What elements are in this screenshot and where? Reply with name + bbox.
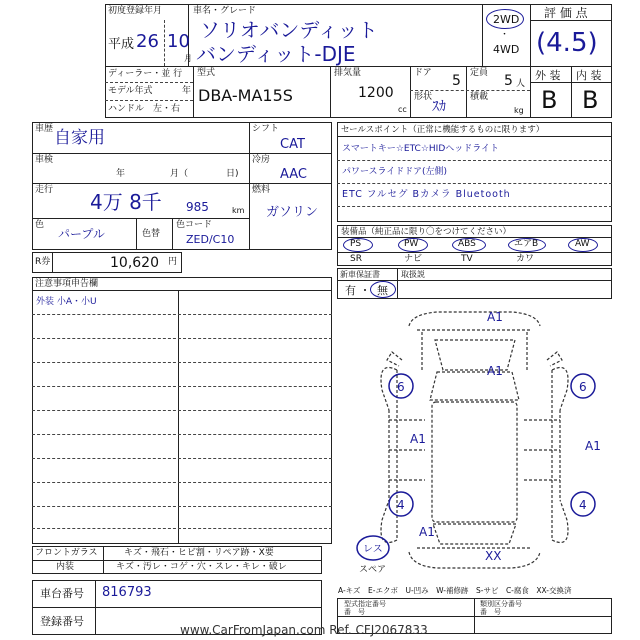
load-unit: kg: [514, 106, 524, 115]
front-glass-items: キズ・飛石・ヒビ割・リペア跡・X要: [124, 548, 274, 558]
equip-sr: SR: [350, 254, 362, 264]
recycle-label: R券: [35, 257, 51, 267]
recycle-value: 10,620: [110, 255, 159, 271]
equip-ps: PS: [350, 239, 362, 249]
chassis-label: 車台番号: [40, 587, 84, 600]
car-name: ソリオバンディット: [200, 18, 378, 42]
type-value: DBA-MA15S: [198, 86, 293, 105]
front-glass-label: フロントガラス: [35, 548, 98, 558]
equip-abs: ABS: [458, 239, 476, 249]
drive-4wd: 4WD: [493, 43, 520, 56]
car-grade: バンディット-DJE: [196, 42, 356, 66]
shift-value: CAT: [280, 137, 305, 152]
exterior-grade-label: 外 装: [535, 69, 561, 82]
sales-label: セールスポイント（正常に機能するものに限ります）: [341, 125, 545, 135]
fuel-value: ガソリン: [266, 205, 319, 220]
inspection-label: 車検: [35, 155, 54, 165]
handle-label: ハンドル 左・右: [108, 104, 181, 114]
displacement-label: 排気量: [334, 68, 362, 78]
capacity-unit: 人: [516, 79, 526, 89]
inspection-day: 日): [226, 169, 239, 179]
reg-date-label: 初度登録年月: [108, 6, 163, 16]
equip-navi: ナビ: [404, 254, 423, 264]
recolor-label: 色替: [142, 229, 161, 239]
mark-hood: A1: [487, 364, 503, 378]
warranty-label: 新車保証書: [340, 270, 380, 279]
form-num-1: 番 号: [344, 608, 365, 616]
reg-month: 10: [167, 31, 190, 52]
usage-label: 車歴: [35, 124, 54, 134]
spare-label: スペア: [359, 565, 387, 575]
drive-dot: ・: [500, 30, 510, 40]
drive-2wd: 2WD: [493, 13, 520, 26]
dealer-label: ディーラー・並 行: [108, 69, 183, 79]
shape-label: 形状: [414, 92, 433, 102]
sales-line-1: スマートキー☆ETC☆HIDヘッドライト: [342, 144, 499, 154]
mark-right-door: A1: [585, 439, 601, 453]
interior-label: 内装: [56, 562, 75, 572]
mileage-value: 4万 8千: [90, 190, 162, 214]
equip-aw: AW: [575, 239, 590, 249]
watermark: www.CarFromJapan.com Ref. CFJ2067833: [180, 623, 428, 637]
mileage-sub: 985: [186, 200, 209, 214]
reg-no-label: 登録番号: [40, 615, 84, 628]
fuel-label: 燃料: [252, 185, 271, 195]
mark-right-front-tyre: 6: [579, 380, 587, 394]
interior-grade: B: [582, 86, 599, 114]
mark-right-rear-tyre: 4: [579, 498, 587, 512]
model-year-label: モデル年式: [108, 86, 153, 96]
mark-front-bumper: A1: [487, 310, 503, 324]
sales-line-3: ETC フルセグ Bカメラ Bluetooth: [342, 189, 511, 200]
damage-legend: A-キズ E-エクボ U-凹み W-補修跡 S-サビ C-腐食 XX-交換済: [338, 586, 572, 595]
mileage-label: 走行: [35, 185, 54, 195]
mark-rear-bumper: XX: [485, 549, 502, 563]
colorcode-label: 色コード: [176, 220, 213, 230]
inspection-month: 月（: [170, 169, 189, 179]
door-label: ドア: [414, 68, 432, 78]
warranty-none: 無: [377, 284, 388, 297]
displacement-unit: cc: [398, 105, 407, 114]
capacity-value: 5: [504, 73, 513, 89]
spare-mark: レス: [363, 544, 383, 555]
mark-left-door: A1: [410, 432, 426, 446]
load-label: 積載: [470, 92, 489, 102]
ac-label: 冷房: [252, 155, 271, 165]
form-label-1: 型式指定番号: [344, 600, 386, 608]
chassis-value: 816793: [102, 585, 152, 600]
model-year-unit: 年: [182, 86, 192, 96]
mark-left-rear-fender: A1: [419, 525, 435, 539]
recycle-unit: 円: [168, 257, 178, 267]
form-label-2: 類別区分番号: [480, 600, 522, 608]
interior-grade-label: 内 装: [576, 69, 602, 82]
reg-year: 26: [136, 31, 159, 52]
shape-value: ｽｶ: [432, 99, 446, 115]
inspection-year: 年: [116, 169, 126, 179]
ac-value: AAC: [280, 167, 307, 182]
sales-line-2: パワースライドドア(左側): [342, 167, 448, 177]
equip-airbag: エアB: [514, 239, 539, 249]
displacement-value: 1200: [358, 85, 394, 101]
mileage-unit: km: [232, 206, 245, 215]
equip-leather: カワ: [516, 254, 535, 264]
notes-label: 注意事項申告欄: [35, 279, 99, 289]
recycle-block: [32, 252, 182, 273]
form-num-2: 番 号: [480, 608, 501, 616]
color-value: パープル: [58, 227, 105, 241]
door-value: 5: [452, 73, 461, 89]
overall-score: (4.5): [536, 28, 598, 58]
colorcode-value: ZED/C10: [186, 233, 235, 246]
eval-label: 評 価 点: [544, 6, 588, 20]
reg-era: 平成: [108, 37, 135, 52]
capacity-label: 定員: [470, 68, 489, 78]
shift-label: シフト: [252, 124, 280, 134]
equipment-label: 装備品（純正品に限り〇をつけてください）: [341, 227, 512, 237]
warranty-value: 有 ・: [345, 284, 371, 297]
reg-month-unit: 月: [184, 54, 192, 63]
usage-value: 自家用: [54, 128, 105, 148]
equip-pw: PW: [404, 239, 419, 249]
vehicle-damage-diagram: [337, 300, 612, 580]
notes-line-1: 外装 小A・小U: [36, 297, 97, 307]
interior-items: キズ・汚レ・コゲ・穴・スレ・キレ・破レ: [116, 562, 287, 572]
type-label: 型式: [197, 68, 216, 78]
color-label: 色: [35, 220, 45, 230]
equip-tv: TV: [461, 254, 473, 264]
mark-left-rear-tyre: 4: [397, 498, 405, 512]
manual-label: 取扱説: [401, 270, 425, 279]
mark-left-front-tyre: 6: [397, 380, 405, 394]
carname-label: 車名・グレード: [193, 6, 257, 16]
exterior-grade: B: [541, 86, 558, 114]
